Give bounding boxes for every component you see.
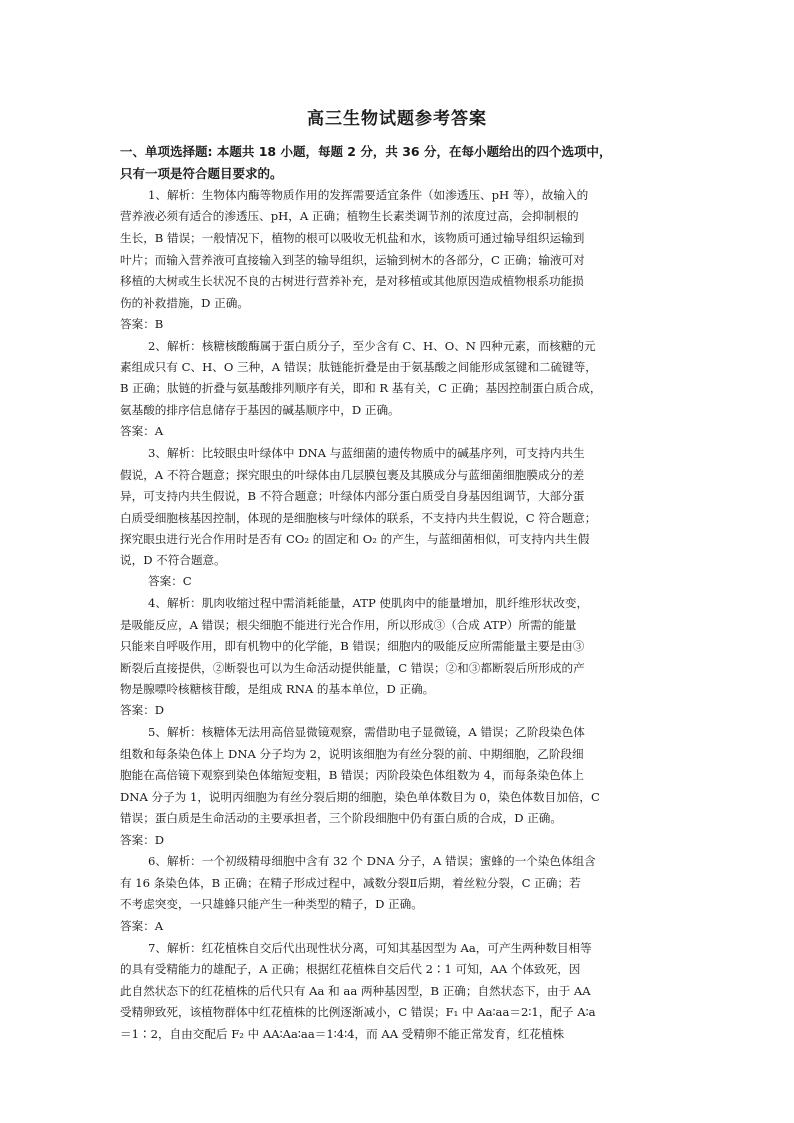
text-line: 胞能在高倍镜下观察到染色体缩短变粗，B 错误；丙阶段染色体组数为 4，而每条染色体上 <box>120 768 584 782</box>
text-line: 营养液必须有适合的渗透压、pH，A 正确；植物生长素类调节剂的浓度过高，会抑制根的 <box>120 209 579 223</box>
text-line: ＝1∶2，自由交配后 F₂ 中 AA∶Aa∶aa＝1∶4∶4，而 AA 受精卵不能正常发育，红花植株 <box>120 1027 565 1041</box>
text-line: 氨基酸的排序信息储存于基因的碱基顺序中，D 正确。 <box>120 403 400 417</box>
text-line: 1、解析：生物体内酶等物质作用的发挥需要适宜条件（如渗透压、pH 等），故输入的 <box>148 188 589 202</box>
text-line: 假说，A 不符合题意；探究眼虫的叶绿体由几层膜包裹及其膜成分与蓝细菌细胞膜成分的差 <box>120 468 585 482</box>
text-line: 不考虑突变，一只雄蜂只能产生一种类型的精子，D 正确。 <box>120 897 423 911</box>
text-line: 有 16 条染色体，B 正确；在精子形成过程中，减数分裂Ⅱ后期，着丝粒分裂，C 正确；若 <box>120 876 581 890</box>
text-line: 6、解析：一个初级精母细胞中含有 32 个 DNA 分子，A 错误；蜜蜂的一个染色体组含 <box>148 854 596 868</box>
answer-line: 答案：B <box>120 317 164 331</box>
text-line: 此自然状态下的红花植株的后代只有 Aa 和 aa 两种基因型，B 正确；自然状态下，由于 AA <box>120 984 591 998</box>
text-line: 生长，B 错误；一般情况下，植物的根可以吸收无机盐和水，该物质可通过输导组织运输到 <box>120 231 585 245</box>
answer-line: 答案：A <box>120 919 164 933</box>
text-line: 移植的大树或生长状况不良的古树进行营养补充，是对移植或其他原因造成植物根系功能损 <box>120 274 584 288</box>
text-line: DNA 分子为 1，说明丙细胞为有丝分裂后期的细胞，染色单体数目为 0，染色体数目加倍，C <box>120 790 600 804</box>
answer-line: 答案：C <box>148 574 192 588</box>
section-heading <box>120 141 680 185</box>
answer-line: 答案：D <box>120 833 165 847</box>
text-line: 错误；蛋白质是生命活动的主要承担者，三个阶段细胞中仍有蛋白质的合成，D 正确。 <box>120 811 562 825</box>
text-line: 2、解析：核糖核酸酶属于蛋白质分子，至少含有 C、H、O、N 四种元素，而核糖的元 <box>148 339 596 353</box>
answer-line: 答案：A <box>120 424 164 438</box>
text-line: 的具有受精能力的雄配子，A 正确；根据红花植株自交后代 2∶1 可知，AA 个体致死，因 <box>120 962 581 976</box>
text-line: 是吸能反应，A 错误；根尖细胞不能进行光合作用，所以形成③（合成 ATP）所需的能量 <box>120 618 577 632</box>
text-line: 只能来自呼吸作用，即有机物中的化学能，B 错误；细胞内的吸能反应所需能量主要是由③ <box>120 639 585 653</box>
text-line: 叶片；而输入营养液可直接输入到茎的输导组织，运输到树木的各部分，C 正确；输液可对 <box>120 253 585 267</box>
text-line: 3、解析：比较眼虫叶绿体中 DNA 与蓝细菌的遗传物质中的碱基序列，可支持内共生 <box>148 446 585 460</box>
page-title: 高三生物试题参考答案 <box>307 109 487 129</box>
text-line: B 正确；肽链的折叠与氨基酸排列顺序有关，即和 R 基有关，C 正确；基因控制蛋白质合成， <box>120 381 602 395</box>
text-line: 异，可支持内共生假说，B 不符合题意；叶绿体内部分蛋白质受自身基因组调节，大部分蛋 <box>120 489 585 503</box>
text-line: 说，D 不符合题意。 <box>120 553 226 567</box>
text-line: 5、解析：核糖体无法用高倍显微镜观察，需借助电子显微镜，A 错误；乙阶段染色体 <box>148 725 585 739</box>
text-line: 受精卵致死，该植物群体中红花植株的比例逐渐减小，C 错误；F₁ 中 Aa∶aa＝2∶1，配子 A∶a <box>120 1005 596 1019</box>
section-heading-line-1: 一、单项选择题: 本题共 18 小题，每题 2 分，共 36 分，在每小题给出的四个选项中， <box>120 144 612 159</box>
text-line: 探究眼虫进行光合作用时是否有 CO₂ 的固定和 O₂ 的产生，与蓝细菌相似，可支持内共生假 <box>120 532 590 546</box>
section-heading-line-2: 只有一项是符合题目要求的。 <box>120 166 283 181</box>
text-line: 素组成只有 C、H、O 三种，A 错误；肽链能折叠是由于氨基酸之间能形成氢键和二硫键等， <box>120 360 597 374</box>
text-line: 伤的补救措施，D 正确。 <box>120 296 249 310</box>
text-line: 物是腺嘌呤核糖核苷酸，是组成 RNA 的基本单位，D 正确。 <box>120 682 435 696</box>
text-line: 组数和每条染色体上 DNA 分子均为 2，说明该细胞为有丝分裂的前、中期细胞，乙阶段细 <box>120 747 584 761</box>
text-line: 7、解析：红花植株自交后代出现性状分离，可知其基因型为 Aa，可产生两种数目相等 <box>148 941 592 955</box>
answer-line: 答案：D <box>120 703 165 717</box>
text-line: 白质受细胞核基因控制，体现的是细胞核与叶绿体的联系，不支持内共生假说，C 符合题意； <box>120 511 597 525</box>
text-line: 断裂后直接提供，②断裂也可以为生命活动提供能量，C 错误；②和③都断裂后所形成的产 <box>120 661 585 675</box>
text-line: 4、解析：肌肉收缩过程中需消耗能量，ATP 使肌肉中的能量增加，肌纤维形状改变， <box>148 596 589 610</box>
